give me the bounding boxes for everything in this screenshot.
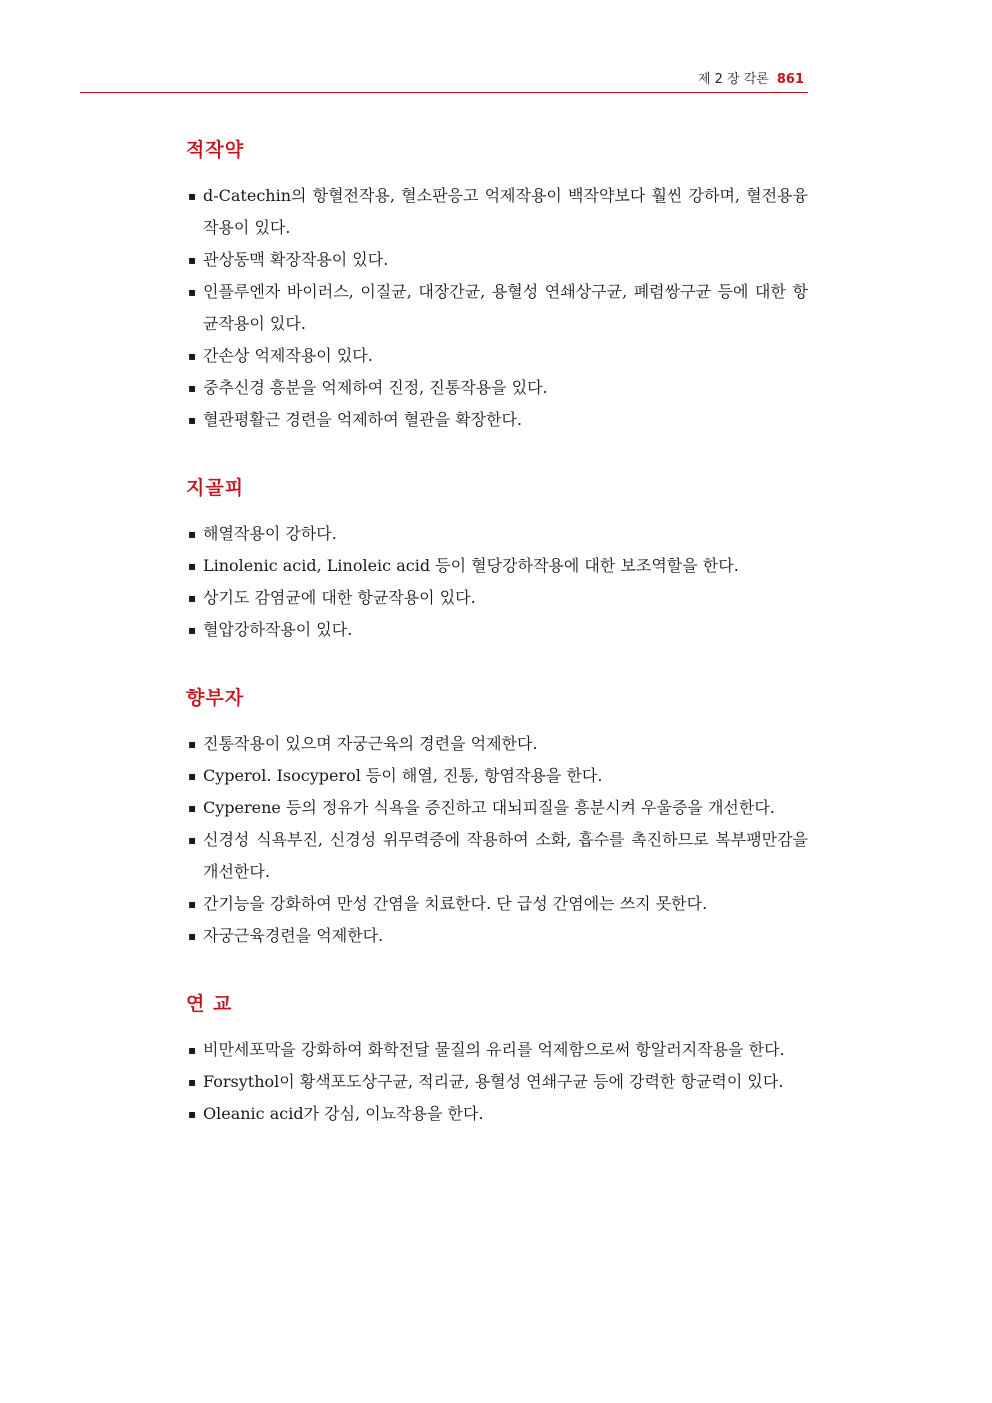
- item-text: 비만세포막을 강화하여 화학전달 물질의 유리를 억제함으로써 항알러지작용을 한다.: [203, 1040, 785, 1059]
- item-text: Oleanic acid가 강심, 이뇨작용을 한다.: [203, 1104, 484, 1123]
- list-item: [186, 792, 808, 824]
- section-jeokjakyak: [186, 132, 808, 436]
- bullet-marker: ▪: [188, 253, 197, 267]
- bullet-marker: ▪: [188, 559, 197, 573]
- list-item: [186, 180, 808, 244]
- bullet-marker: ▪: [188, 1107, 197, 1121]
- item-text: 진통작용이 있으며 자궁근육의 경련을 억제한다.: [203, 734, 538, 753]
- item-text: Cyperol. Isocyperol 등이 해열, 진통, 항염작용을 한다.: [203, 766, 603, 785]
- bullet-marker: ▪: [188, 623, 197, 637]
- list-item: [186, 582, 808, 614]
- list-item: [186, 1034, 808, 1066]
- section-jigolpi: [186, 470, 808, 646]
- bullet-marker: ▪: [188, 189, 197, 203]
- bullet-marker: ▪: [188, 769, 197, 783]
- bullet-marker: ▪: [188, 1043, 197, 1057]
- section-title: 적작약: [186, 139, 245, 161]
- item-text: 인플루엔자 바이러스, 이질균, 대장간균, 용혈성 연쇄상구균, 폐렴쌍구균 등에 대한 항균작용이 있다.: [203, 282, 808, 333]
- bullet-list: [186, 728, 808, 952]
- item-text: 상기도 감염균에 대한 항균작용이 있다.: [203, 588, 476, 607]
- bullet-marker: ▪: [188, 527, 197, 541]
- bullet-marker: ▪: [188, 285, 197, 299]
- bullet-list: [186, 180, 808, 436]
- list-item: [186, 920, 808, 952]
- bullet-marker: ▪: [188, 737, 197, 751]
- bullet-marker: ▪: [188, 801, 197, 815]
- list-item: [186, 614, 808, 646]
- bullet-marker: ▪: [188, 381, 197, 395]
- item-text: 자궁근육경련을 억제한다.: [203, 926, 384, 945]
- main-content: [186, 132, 808, 1164]
- bullet-marker: ▪: [188, 929, 197, 943]
- bullet-marker: ▪: [188, 1075, 197, 1089]
- item-text: 간기능을 강화하여 만성 간염을 치료한다. 단 급성 간염에는 쓰지 못한다.: [203, 894, 708, 913]
- item-text: 간손상 억제작용이 있다.: [203, 346, 373, 365]
- list-item: [186, 1066, 808, 1098]
- section-title: 연 교: [186, 993, 233, 1015]
- bullet-list: [186, 518, 808, 646]
- bullet-marker: ▪: [188, 349, 197, 363]
- list-item: [186, 404, 808, 436]
- item-text: 혈압강하작용이 있다.: [203, 620, 353, 639]
- list-item: [186, 276, 808, 340]
- section-title: 향부자: [186, 687, 245, 709]
- item-text: 혈관평활근 경련을 억제하여 혈관을 확장한다.: [203, 410, 523, 429]
- bullet-marker: ▪: [188, 833, 197, 847]
- bullet-marker: ▪: [188, 413, 197, 427]
- item-text: Cyperene 등의 정유가 식욕을 증진하고 대뇌피질을 흥분시켜 우울증을 개선한다.: [203, 798, 775, 817]
- bullet-marker: ▪: [188, 897, 197, 911]
- page-header: [80, 62, 808, 93]
- section-hyangbuja: [186, 680, 808, 952]
- item-text: Linolenic acid, Linoleic acid 등이 혈당강하작용에 대한 보조역할을 한다.: [203, 556, 739, 575]
- list-item: [186, 340, 808, 372]
- list-item: [186, 1098, 808, 1130]
- item-text: 신경성 식욕부진, 신경성 위무력증에 작용하여 소화, 흡수를 촉진하므로 복부팽만감을 개선한다.: [203, 830, 808, 881]
- list-item: [186, 728, 808, 760]
- list-item: [186, 550, 808, 582]
- item-text: d-Catechin의 항혈전작용, 혈소판응고 억제작용이 백작약보다 훨씬 강하며, 혈전용융작용이 있다.: [203, 186, 808, 237]
- item-text: 중추신경 흥분을 억제하여 진정, 진통작용을 있다.: [203, 378, 548, 397]
- running-head: [698, 68, 804, 87]
- list-item: [186, 888, 808, 920]
- section-title: 지골피: [186, 477, 245, 499]
- bullet-marker: ▪: [188, 591, 197, 605]
- list-item: [186, 372, 808, 404]
- section-yeongyo: [186, 986, 808, 1130]
- list-item: [186, 824, 808, 888]
- list-item: [186, 244, 808, 276]
- chapter-title: 제 2 장 각론: [697, 72, 769, 87]
- item-text: 해열작용이 강하다.: [203, 524, 337, 543]
- page-number: 861: [776, 72, 804, 87]
- item-text: 관상동맥 확장작용이 있다.: [203, 250, 389, 269]
- list-item: [186, 760, 808, 792]
- bullet-list: [186, 1034, 808, 1130]
- list-item: [186, 518, 808, 550]
- item-text: Forsythol이 황색포도상구균, 적리균, 용혈성 연쇄구균 등에 강력한 항균력이 있다.: [203, 1072, 784, 1091]
